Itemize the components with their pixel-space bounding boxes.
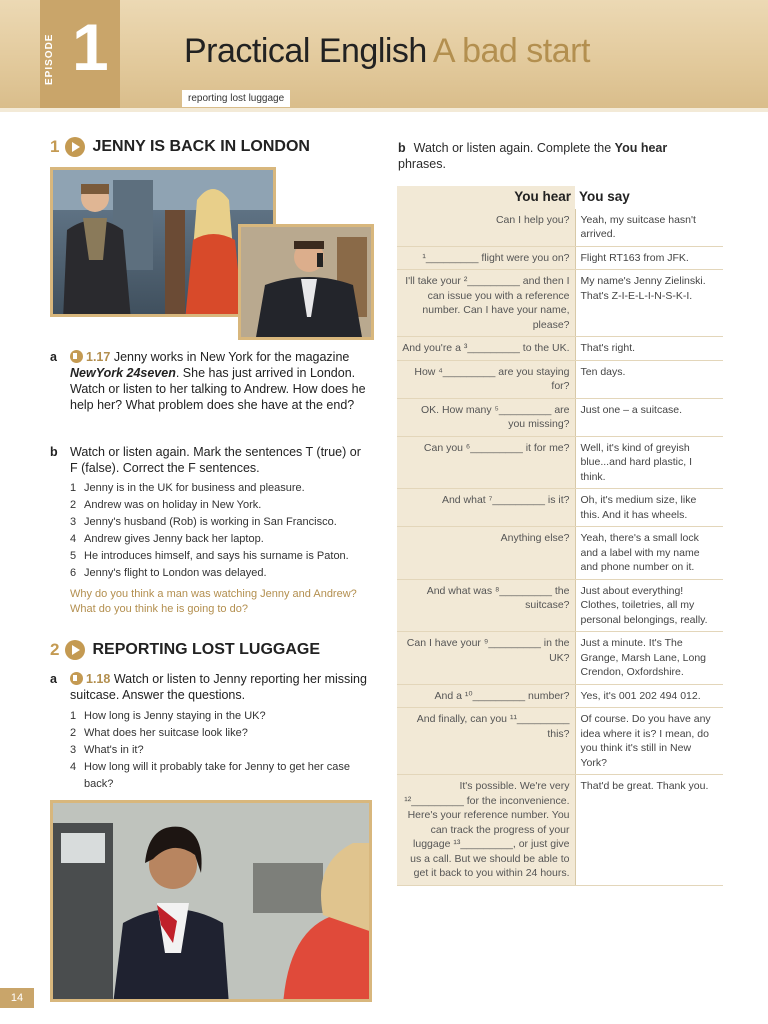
page-subtitle: reporting lost luggage <box>182 90 290 107</box>
audio-icon[interactable] <box>70 350 83 363</box>
you-say-cell: Just a minute. It's The Grange, Marsh Lane, Long Crendon, Oxfordshire. <box>575 632 723 685</box>
you-say-cell: That'd be great. Thank you. <box>575 775 723 886</box>
you-say-cell: My name's Jenny Zielinski. That's Z-I-E-L-I-N-S-K-I. <box>575 270 723 337</box>
title-sub: A bad start <box>432 32 590 70</box>
task-text-bold: You hear <box>614 141 668 155</box>
table-row <box>397 527 723 580</box>
list-item: 5 He introduces himself, and says his surname is Paton. <box>70 550 349 562</box>
section1-task-b <box>50 444 370 476</box>
section2-number: 2 <box>50 640 60 659</box>
table-row <box>397 489 723 527</box>
table-row <box>397 398 723 436</box>
table-row <box>397 270 723 337</box>
you-say-cell: Yeah, my suitcase hasn't arrived. <box>575 209 723 247</box>
you-hear-cell: And a ¹⁰_________ number? <box>397 684 575 708</box>
photo-airline-desk-agent <box>50 800 372 1002</box>
you-hear-cell: Can I help you? <box>397 209 575 247</box>
task-label: a <box>50 672 57 686</box>
list-item: 1 How long is Jenny staying in the UK? <box>70 710 266 722</box>
list-item: 2 Andrew was on holiday in New York. <box>70 499 262 511</box>
table-row <box>397 246 723 270</box>
you-hear-cell: Anything else? <box>397 527 575 580</box>
task-label: a <box>50 350 57 364</box>
col-you-hear: You hear <box>397 186 575 209</box>
you-say-cell: Yeah, there's a small lock and a label with my name and phone number on it. <box>575 527 723 580</box>
task-text: Watch or listen to Jenny reporting her missing suitcase. Answer the questions. <box>70 672 367 702</box>
you-hear-cell: Can I have your ⁹_________ in the UK? <box>397 632 575 685</box>
table-row <box>397 337 723 361</box>
you-say-cell: Yes, it's 001 202 494 012. <box>575 684 723 708</box>
list-item: 4 Andrew gives Jenny back her laptop. <box>70 533 264 545</box>
you-hear-cell: ¹_________ flight were you on? <box>397 246 575 270</box>
list-item: 1 Jenny is in the UK for business and pleasure. <box>70 482 305 494</box>
task-text: phrases. <box>398 157 446 171</box>
right-task-b <box>398 140 718 172</box>
discussion-question: Why do you think a man was watching Jenny and Andrew? What do you think he is going to do? <box>70 588 357 615</box>
task-text: Jenny works in New York for the magazine <box>113 350 350 364</box>
table-header-row <box>397 186 723 209</box>
you-say-cell: Just about everything! Clothes, toiletries, all my personal belongings, really. <box>575 579 723 632</box>
task-label: b <box>50 445 58 459</box>
play-video-icon[interactable] <box>65 640 85 660</box>
photo-man-on-phone <box>238 224 374 340</box>
table-row <box>397 708 723 775</box>
section1-sentence-list <box>70 480 370 582</box>
section2-heading <box>50 640 320 660</box>
episode-label: EPISODE <box>44 33 55 85</box>
you-say-cell: That's right. <box>575 337 723 361</box>
section1-heading <box>50 137 310 157</box>
you-say-cell: Oh, it's medium size, like this. And it has wheels. <box>575 489 723 527</box>
dialogue-table <box>397 186 723 886</box>
you-hear-cell: OK. How many ⁵_________ are you missing? <box>397 398 575 436</box>
section1-title: JENNY IS BACK IN LONDON <box>92 138 310 155</box>
list-item: 3 Jenny's husband (Rob) is working in San Francisco. <box>70 516 337 528</box>
table-row <box>397 360 723 398</box>
you-hear-cell: And what was ⁸_________ the suitcase? <box>397 579 575 632</box>
list-item: 2 What does her suitcase look like? <box>70 727 248 739</box>
task-text: Watch or listen again. Mark the sentences T (true) or F (false). Correct the F sentences. <box>70 445 361 475</box>
col-you-say: You say <box>579 189 630 204</box>
table-row <box>397 775 723 886</box>
section2-task-a <box>50 671 370 703</box>
task-text: Watch or listen again. Complete the <box>413 141 615 155</box>
you-hear-cell: I'll take your ²_________ and then I can issue you with a reference number. Can I have your name, please? <box>397 270 575 337</box>
title-main: Practical English <box>184 32 427 70</box>
audio-icon[interactable] <box>70 672 83 685</box>
task-label: b <box>398 141 406 155</box>
you-hear-cell: How ⁴_________ are you staying for? <box>397 360 575 398</box>
list-item: 6 Jenny's flight to London was delayed. <box>70 567 267 579</box>
you-hear-cell: And you're a ³_________ to the UK. <box>397 337 575 361</box>
section1-number: 1 <box>50 137 60 156</box>
table-row <box>397 579 723 632</box>
track-number: 1.18 <box>86 672 111 686</box>
you-say-cell: Ten days. <box>575 360 723 398</box>
you-hear-cell: And what ⁷_________ is it? <box>397 489 575 527</box>
page-header <box>0 0 768 108</box>
you-say-cell: Of course. Do you have any idea where it is? I mean, do you think it's still in New York? <box>575 708 723 775</box>
you-hear-cell: And finally, can you ¹¹_________ this? <box>397 708 575 775</box>
header-divider <box>0 108 768 112</box>
task-text: . She has just arrived in London. Watch or listen to her talking to Andrew. How does he help her? What problem does she have at the end? <box>70 366 366 412</box>
you-hear-cell: Can you ⁶_________ it for me? <box>397 436 575 489</box>
table-row <box>397 436 723 489</box>
episode-number: 1 <box>72 10 109 84</box>
table-row <box>397 684 723 708</box>
section2-question-list <box>70 708 370 793</box>
page-number: 14 <box>0 988 34 1008</box>
section2-title: REPORTING LOST LUGGAGE <box>92 641 321 658</box>
play-video-icon[interactable] <box>65 137 85 157</box>
you-say-cell: Flight RT163 from JFK. <box>575 246 723 270</box>
page-title <box>184 34 590 68</box>
table-row <box>397 209 723 247</box>
section1-task-a <box>50 349 370 413</box>
track-number: 1.17 <box>86 350 111 364</box>
list-item: 3 What's in it? <box>70 744 144 756</box>
magazine-name: NewYork 24seven <box>70 366 176 380</box>
you-say-cell: Well, it's kind of greyish blue...and hard plastic, I think. <box>575 436 723 489</box>
you-say-cell: Just one – a suitcase. <box>575 398 723 436</box>
list-item: 4 How long will it probably take for Jenny to get her case back? <box>70 761 350 790</box>
you-hear-cell: It's possible. We're very ¹²_________ for the inconvenience. Here's your reference number. You can track the progress of your luggage ¹³_________, or just give us a call. But we should be able to get it back to you within 24 hours. <box>397 775 575 886</box>
table-row <box>397 632 723 685</box>
